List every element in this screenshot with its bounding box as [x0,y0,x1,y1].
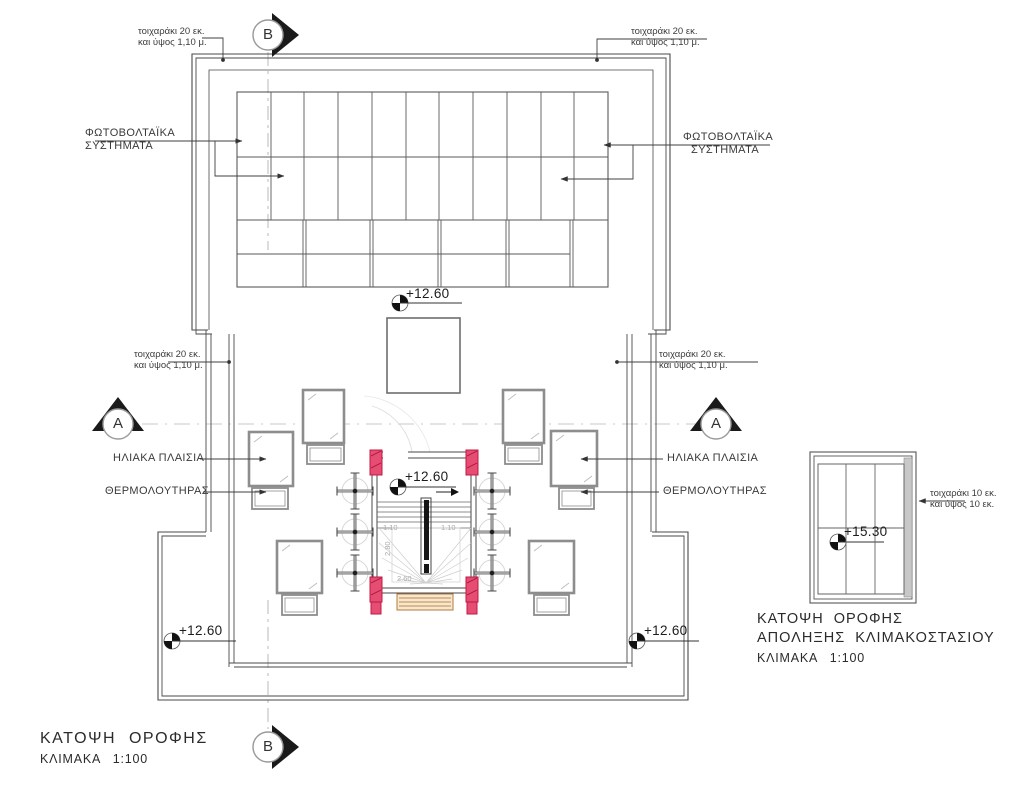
section-letter-b-top: B [262,26,273,43]
parapet-note-top-left: τοιχαράκι 20 εκ. και ύψος 1,10 μ. [138,26,207,48]
stair-plan-title-line2: ΑΠΟΛΗΞΗΣ ΚΛΙΜΑΚΟΣΤΑΣΙΟΥ [757,630,995,646]
level-stair-bulkhead: +15.30 [844,524,888,539]
stair-plan-title-line1: ΚΑΤΟΨΗ ΟΡΟΦΗΣ [757,611,903,627]
parapet-note-top-right: τοιχαράκι 20 εκ. και ύψος 1,10 μ. [631,26,700,48]
parapet-note-mid-left: τοιχαράκι 20 εκ. και ύψος 1,10 μ. [134,349,203,371]
vent-symbols [337,473,510,591]
section-letter-a-left: A [112,415,123,432]
solar-panel-label-right: ΗΛΙΑΚΑ ΠΛΑΙΣΙΑ [667,452,759,464]
main-plan-scale: ΚΛΙΜΑΚΑ 1:100 [40,752,149,766]
stair-dim-length: 2.80 [383,541,392,556]
level-terrace-left: +12.60 [179,623,223,638]
main-plan-title: ΚΑΤΟΨΗ ΟΡΟΦΗΣ [40,730,208,747]
section-letter-a-right: A [710,415,721,432]
stair-dim-flight-right: 1.10 [441,523,456,532]
parapet-note-mid-right: τοιχαράκι 20 εκ. και ύψος 1,10 μ. [659,349,728,371]
level-terrace-right: +12.60 [644,623,688,638]
stair-dim-flight-left: 1.10 [383,523,398,532]
pv-array-grid [237,92,608,287]
skylight [387,318,460,393]
stair-landing-strip [397,594,453,610]
stair-plan-scale: ΚΛΙΜΑΚΑ 1:100 [757,651,866,665]
solar-panel-label-left: ΗΛΙΑΚΑ ΠΛΑΙΣΙΑ [113,452,205,464]
water-heater-label-left: ΘΕΡΜΟΛΟΥΤΗΡΑΣ [105,485,209,497]
stair-dim-width: 2.60 [397,574,412,583]
level-roof: +12.60 [406,286,450,301]
pv-label-right: ΦΩΤΟΒΟΛΤΑΪΚΑ ΣΥΣΤΗΜΑΤΑ [683,131,774,156]
pv-label-left: ΦΩΤΟΒΟΛΤΑΪΚΑ ΣΥΣΤΗΜΑΤΑ [85,127,176,152]
stair-core [364,396,478,614]
level-stair: +12.60 [405,469,449,484]
section-letter-b-bottom: B [262,738,273,755]
water-heater-label-right: ΘΕΡΜΟΛΟΥΤΗΡΑΣ [663,485,767,497]
parapet-note-stair-plan: τοιχαράκι 10 εκ. και ύψος 10 εκ. [930,488,997,510]
